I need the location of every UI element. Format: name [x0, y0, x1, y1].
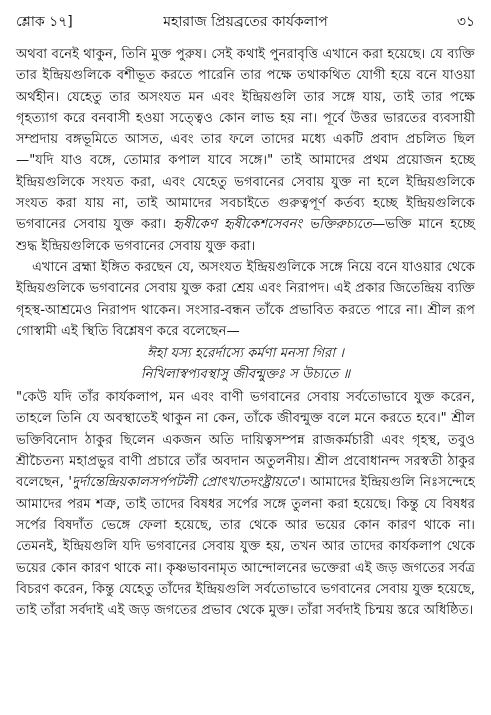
paragraph-3-italic-quote: 'দুর্দান্তেন্দ্রিয়কালসর্পপটলী প্রোৎখাতদংষ্ট্রায়তে' [68, 475, 301, 491]
paragraph-1-text-b: —ভক্তি মানে হচ্ছে শুদ্ধ ইন্দ্রিয়গুলিকে ভগবানের সেবায় যুক্ত করা। [16, 217, 475, 254]
page-number: ৩১ [456, 14, 475, 30]
verse-line-1: ঈহা যস্য হরের্দাস্যে কর্মণা মনসা গিরা । [146, 346, 344, 362]
paragraph-2: এখানে ব্রহ্মা ইঙ্গিত করছেন যে, অসংযত ইন্দ্রিয়গুলিকে সঙ্গে নিয়ে বনে যাওয়ার থেকে ইন্দ্রিয়গুলিকে ভগবানের সেবায় যুক্ত করা শ্রেয় এবং নিরাপদ। এই প্রকার জিতেন্দ্রিয় ব্যক্তি গৃহস্থ-আশ্রমেও নিরাপদ থাকেন। সংসার-বন্ধন তাঁকে প্রভাবিত করতে পারে না। শ্রীল রূপ গোস্বামী এই স্থিতি বিশ্লেষণ করে বলেছেন— [16, 259, 475, 339]
paragraph-1-text-a: অথবা বনেই থাকুন, তিনি মুক্ত পুরুষ। সেই কথাই পুনরাবৃত্তি এখানে করা হয়েছে। যে ব্যক্তি তার ইন্দ্রিয়গুলিকে বশীভূত করতে পারেনি তার পক্ষে তথাকথিত যোগী হয়ে বনে যাওয়া অর্থহীন। যেহেতু তার অসংযত মন এবং ইন্দ্রিয়গুলি তার সঙ্গে যায়, তাই তার পক্ষে গৃহত্যাগ করে বনবাসী হওয়া সত্ত্বেও কোন লাভ হয় না। পূর্বে উত্তর ভারতের ব্যবসায়ী সম্প্রদায় বঙ্গভূমিতে আসত, এবং তার ফলে তাদের মধ্যে একটি প্রবাদ প্রচলিত ছিল—"যদি যাও বঙ্গে, তোমার কপাল যাবে সঙ্গে।" তাই আমাদের প্রথম প্রয়োজন হচ্ছে ইন্দ্রিয়গুলিকে সংযত করা, এবং যেহেতু ভগবানের সেবায় যুক্ত না হলে ইন্দ্রিয়গুলিকে সংযত করা যায় না, তাই আমাদের সবচাইতে গুরুত্বপূর্ণ কর্তব্য হচ্ছে ইন্দ্রিয়গুলিকে ভগবানের সেবায় যুক্ত করা। [16, 47, 475, 233]
paragraph-3 [16, 387, 475, 621]
paragraph-1-italic-quote: হৃষীকেণ হৃষীকেশসেবনং ভক্তিরুচ্যতে [173, 217, 372, 233]
paragraph-1 [16, 44, 475, 257]
chapter-title: মহারাজ প্রিয়ব্রতের কার্যকলাপ [163, 14, 328, 30]
page-header [16, 12, 475, 32]
purport-text [16, 44, 475, 621]
paragraph-3-text-a: "কেউ যদি তাঁর কার্যকলাপ, মন এবং বাণী ভগবানের সেবায় সর্বতোভাবে যুক্ত করেন, তাহলে তিনি যে অবস্থাতেই থাকুন না কেন, তাঁকে জীবন্মুক্ত বলে মনে করতে হবে।" শ্রীল ভক্তিবিনোদ ঠাকুর ছিলেন একজন অতি দায়িত্বসম্পন্ন রাজকর্মচারী এবং গৃহস্থ, তবুও শ্রীচৈতন্য মহাপ্রভুর বাণী প্রচারে তাঁর অবদান অতুলনীয়। শ্রীল প্রবোধানন্দ সরস্বতী ঠাকুর বলেছেন, [16, 390, 475, 491]
paragraph-3-text-b: । আমাদের ইন্দ্রিয়গুলি নিঃসন্দেহে আমাদের পরম শত্রু, তাই তাদের বিষধর সর্পের সঙ্গে তুলনা করা হয়েছে। কিন্তু যে বিষধর সর্পের বিষদাঁত ভেঙ্গে ফেলা হয়েছে, তার থেকে আর ভয়ের কোন কারণ থাকে না। তেমনই, ইন্দ্রিয়গুলি যদি ভগবানের সেবায় যুক্ত হয়, তখন আর তাদের কার্যকলাপ থেকে ভয়ের কোন কারণ থাকে না। কৃষ্ণভাবনামৃত আন্দোলনের ভক্তেরা এই জড় জগতের সর্বত্র বিচরণ করেন, কিন্তু যেহেতু তাঁদের ইন্দ্রিয়গুলি সর্বতোভাবে ভগবানের সেবায় যুক্ত হয়েছে, তাই তাঁরা সর্বদাই এই জড় জগতের প্রভাব থেকে মুক্ত। তাঁরা সর্বদাই চিন্ময় স্তরে অধিষ্ঠিত। [16, 475, 475, 619]
verse-line-2: নিখিলাস্বপ্যবস্থাসু জীবন্মুক্তঃ স উচ্যতে ॥ [140, 367, 351, 383]
sanskrit-verse [16, 343, 475, 385]
verse-reference: শ্লোক ১৭] [16, 14, 73, 30]
